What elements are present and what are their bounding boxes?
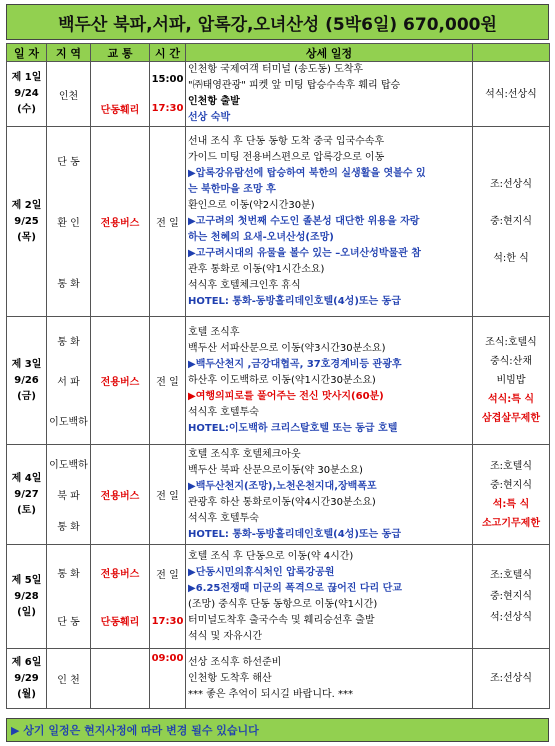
area-stack <box>47 66 90 123</box>
area-name: 이도백하 <box>49 460 88 472</box>
area-stack <box>47 131 90 313</box>
day-date-line: 제 5일 <box>11 574 42 586</box>
transport-stack <box>91 321 149 441</box>
transport-mode <box>91 73 149 87</box>
meal-value: 조:호텔식 <box>489 570 532 581</box>
area-stack <box>47 321 90 441</box>
day-meal-cell <box>473 545 550 649</box>
time-stack <box>150 549 185 645</box>
day-meal-cell <box>473 127 550 317</box>
day-time-cell <box>150 445 186 545</box>
day-row <box>7 62 550 127</box>
detail-line: 석식후 호텔체크인후 휴식 <box>188 279 301 291</box>
detail-line: 호텔 조식후 호텔체크아웃 <box>188 448 301 460</box>
time-stack <box>150 449 185 541</box>
detail-line: HOTEL: 통화-동방홀리데인호텔(4성)또는 동급 <box>188 528 402 540</box>
day-date-line: (토) <box>17 504 36 516</box>
day-meal-cell <box>473 649 550 709</box>
day-meal-cell <box>473 62 550 127</box>
day-transport-cell <box>91 127 150 317</box>
day-row <box>7 317 550 445</box>
time-value: 전 일 <box>156 570 179 581</box>
area-name: 통 화 <box>57 569 80 580</box>
day-detail-cell <box>186 649 473 709</box>
header-time: 시 간 <box>150 44 186 62</box>
transport-stack <box>91 449 149 541</box>
header-meal <box>473 44 550 62</box>
day-time-cell <box>150 317 186 445</box>
time-value: 17:30 <box>151 102 184 114</box>
detail-line: 호텔 조식후 <box>188 326 240 338</box>
detail-line: 석식 및 자유시간 <box>188 630 262 642</box>
detail-line: ▶단동시민의휴식처인 압록강공원 <box>188 566 335 578</box>
day-transport-cell <box>91 545 150 649</box>
detail-line: 선상 조식후 하선준비 <box>188 656 282 668</box>
area-name: 단 동 <box>57 617 80 628</box>
detail-line: ▶압록강유람선에 탑승하여 북한의 실생활을 엿볼수 있 <box>188 167 426 179</box>
detail-line: HOTEL: 통화-동방홀리데인호텔(4성)또는 동급 <box>188 295 402 307</box>
day-date-line: (수) <box>17 104 36 115</box>
day-date-line: 제 1일 <box>11 72 42 83</box>
time-stack <box>150 321 185 441</box>
detail-line: 관광후 하산 통화로이동(약4시간30분소요) <box>188 496 376 508</box>
time-value: 09:00 <box>151 652 184 664</box>
day-date-line: 제 6일 <box>11 656 42 668</box>
detail-line: 호텔 조식 후 단동으로 이동(약 4시간) <box>188 550 354 562</box>
transport-mode: 전용버스 <box>100 569 140 580</box>
meal-value: 조:선상식 <box>489 179 532 190</box>
day-area-cell <box>47 127 91 317</box>
day-date-line: (목) <box>17 231 36 243</box>
area-stack <box>47 549 90 645</box>
area-name: 인천 <box>58 90 79 102</box>
day-date-line: (금) <box>17 390 36 402</box>
meal-value: 석:특 식 <box>492 498 530 510</box>
day-row <box>7 445 550 545</box>
day-area-cell <box>47 317 91 445</box>
area-name: 이도백하 <box>49 417 88 428</box>
detail-line: "㈜태영관광" 피켓 앞 미팅 탑승수속후 훼리 탑승 <box>188 80 401 91</box>
meal-value: 조:호텔식 <box>489 460 532 472</box>
detail-line: 관후 통화로 이동(약1시간소요) <box>188 263 325 275</box>
meal-stack <box>473 335 549 426</box>
day-row <box>7 545 550 649</box>
day-date-cell <box>7 545 47 649</box>
header-detail: 상세 일정 <box>186 44 473 62</box>
time-value: 전 일 <box>156 377 179 388</box>
area-name: 환 인 <box>57 217 80 229</box>
time-value: 15:00 <box>151 74 184 86</box>
day-date-line: 9/27 <box>14 488 39 500</box>
detail-line: ▶백두산천지 ,금강대협곡, 37호경계비등 관광후 <box>188 358 402 370</box>
detail-line: 는 북한마을 조망 후 <box>188 183 276 195</box>
day-time-cell <box>150 127 186 317</box>
header-row <box>7 44 550 62</box>
time-value: 전 일 <box>156 491 179 502</box>
meal-value: 중:현지식 <box>489 216 532 227</box>
meal-value: 중식:산채 <box>489 356 532 367</box>
detail-line: 백두산 북파 산문으로이동(약 30분소요) <box>188 464 363 476</box>
day-date-line: 제 2일 <box>11 199 42 211</box>
day-row <box>7 649 550 709</box>
area-stack <box>47 653 90 705</box>
detail-line: (조망) 중식후 단동 동항으로 이동(약1시간) <box>188 598 378 610</box>
detail-line: 선상 숙박 <box>188 112 231 123</box>
area-name: 통 화 <box>57 521 80 533</box>
day-date-cell <box>7 649 47 709</box>
day-area-cell <box>47 62 91 127</box>
day-date-cell <box>7 317 47 445</box>
meal-value: 석식:특 식 <box>487 394 535 405</box>
area-name: 인 천 <box>57 675 80 686</box>
meal-stack <box>473 87 549 102</box>
detail-line: ▶6.25전쟁때 미군의 폭격으로 끊어진 다리 단교 <box>188 582 402 594</box>
meal-value: 석:한 식 <box>493 253 529 264</box>
meal-stack <box>473 671 549 686</box>
detail-line: 석식후 호텔투숙 <box>188 406 259 418</box>
meal-value: 소고기무제한 <box>482 517 540 529</box>
detail-line: 선내 조식 후 단동 동항 도착 중국 입국수속후 <box>188 135 385 147</box>
day-transport-cell <box>91 649 150 709</box>
meal-value: 석:선상식 <box>489 612 532 623</box>
transport-mode: 단동훼리 <box>100 104 140 116</box>
day-meal-cell <box>473 317 550 445</box>
day-date-line: 9/24 <box>14 88 39 99</box>
transport-mode <box>91 672 149 686</box>
meal-value: 삼겹살무제한 <box>482 413 540 424</box>
day-area-cell <box>47 649 91 709</box>
header-date: 일 자 <box>7 44 47 62</box>
day-detail-cell <box>186 317 473 445</box>
transport-mode: 전용버스 <box>100 491 140 502</box>
time-value: 17:30 <box>151 616 184 627</box>
detail-line: 터미널도착후 출국수속 및 훼리승선후 출발 <box>188 614 375 626</box>
meal-value: 비빔밥 <box>496 375 526 386</box>
detail-line: ▶고구려시대의 유물을 볼수 있는 –오녀산성박물관 참 <box>188 247 421 259</box>
day-detail-cell <box>186 127 473 317</box>
transport-stack <box>91 549 149 645</box>
meal-stack <box>473 568 549 625</box>
detail-line: 환인으로 이동(약2시간30분) <box>188 199 315 211</box>
detail-line: 인천항 출발 <box>188 96 240 107</box>
time-stack <box>150 131 185 313</box>
meal-value: 석식:선상식 <box>485 88 537 100</box>
area-name: 북 파 <box>57 490 80 502</box>
day-date-line: 9/28 <box>14 590 39 602</box>
day-transport-cell <box>91 445 150 545</box>
meal-value: 조:선상식 <box>489 673 532 684</box>
time-value: 전 일 <box>156 218 179 229</box>
day-row <box>7 127 550 317</box>
detail-line: 인천항 국제여객 터미널 (송도동) 도착후 <box>188 64 364 75</box>
area-name: 통 화 <box>57 278 80 290</box>
time-stack <box>150 653 185 705</box>
transport-mode: 단동훼리 <box>100 617 140 628</box>
day-detail-cell <box>186 445 473 545</box>
day-date-line: 9/25 <box>14 215 39 227</box>
transport-stack <box>91 131 149 313</box>
transport-stack <box>91 653 149 705</box>
detail-line: *** 좋은 추억이 되시길 바랍니다. *** <box>188 688 353 700</box>
notice-banner: ▶ 상기 일정은 현지사정에 따라 변경 될수 있습니다 <box>6 718 549 742</box>
header-transport: 교 통 <box>91 44 150 62</box>
meal-stack <box>473 177 549 266</box>
day-transport-cell <box>91 62 150 127</box>
area-name: 통 화 <box>57 337 80 348</box>
day-area-cell <box>47 445 91 545</box>
day-date-cell <box>7 62 47 127</box>
day-date-line: 제 4일 <box>11 472 42 484</box>
detail-line: 인천항 도착후 해산 <box>188 672 272 684</box>
detail-line: 백두산 서파산문으로 이동(약3시간30분소요) <box>188 342 386 354</box>
day-date-line: (일) <box>17 606 36 618</box>
meal-stack <box>473 459 549 531</box>
day-time-cell <box>150 62 186 127</box>
day-detail-cell <box>186 62 473 127</box>
day-meal-cell <box>473 445 550 545</box>
detail-line: 하산후 이도백하로 이동(약1시간30분소요) <box>188 374 376 386</box>
transport-stack <box>91 66 149 123</box>
area-name: 서 파 <box>57 377 80 388</box>
meal-value: 중:현지식 <box>489 591 532 602</box>
meal-value: 중:현지식 <box>489 479 532 491</box>
header-area: 지 역 <box>47 44 91 62</box>
detail-line: ▶고구려의 첫번째 수도인 졸본성 대단한 위용을 자랑 <box>188 215 420 227</box>
day-time-cell <box>150 649 186 709</box>
area-stack <box>47 449 90 541</box>
day-date-line: 9/26 <box>14 374 39 386</box>
day-date-line: 제 3일 <box>11 358 42 370</box>
time-stack <box>150 66 185 123</box>
detail-line: ▶여행의피로를 풀어주는 전신 맛사지(60분) <box>188 390 384 402</box>
day-date-cell <box>7 445 47 545</box>
day-date-cell <box>7 127 47 317</box>
day-detail-cell <box>186 545 473 649</box>
transport-mode: 전용버스 <box>100 218 140 229</box>
detail-line: 가이드 미팅 전용버스편으로 압록강으로 이동 <box>188 151 385 163</box>
day-time-cell <box>150 545 186 649</box>
day-date-line: (월) <box>17 688 36 700</box>
area-name: 단 동 <box>57 157 80 169</box>
itinerary-table <box>6 43 550 709</box>
detail-line: 하는 천혜의 요새-오녀산성(조망) <box>188 231 334 243</box>
day-date-line: 9/29 <box>14 672 39 684</box>
detail-line: HOTEL:이도백하 크리스탈호텔 또는 동급 호텔 <box>188 422 398 434</box>
detail-line: 석식후 호텔투숙 <box>188 512 259 524</box>
day-transport-cell <box>91 317 150 445</box>
detail-line: ▶백두산천지(조망),노천온천지대,장백폭포 <box>188 480 377 492</box>
day-area-cell <box>47 545 91 649</box>
transport-mode: 전용버스 <box>100 377 140 388</box>
page-title: 백두산 북파,서파, 압록강,오녀산성 (5박6일) 670,000원 <box>6 4 549 40</box>
meal-value: 조식:호텔식 <box>485 337 537 348</box>
